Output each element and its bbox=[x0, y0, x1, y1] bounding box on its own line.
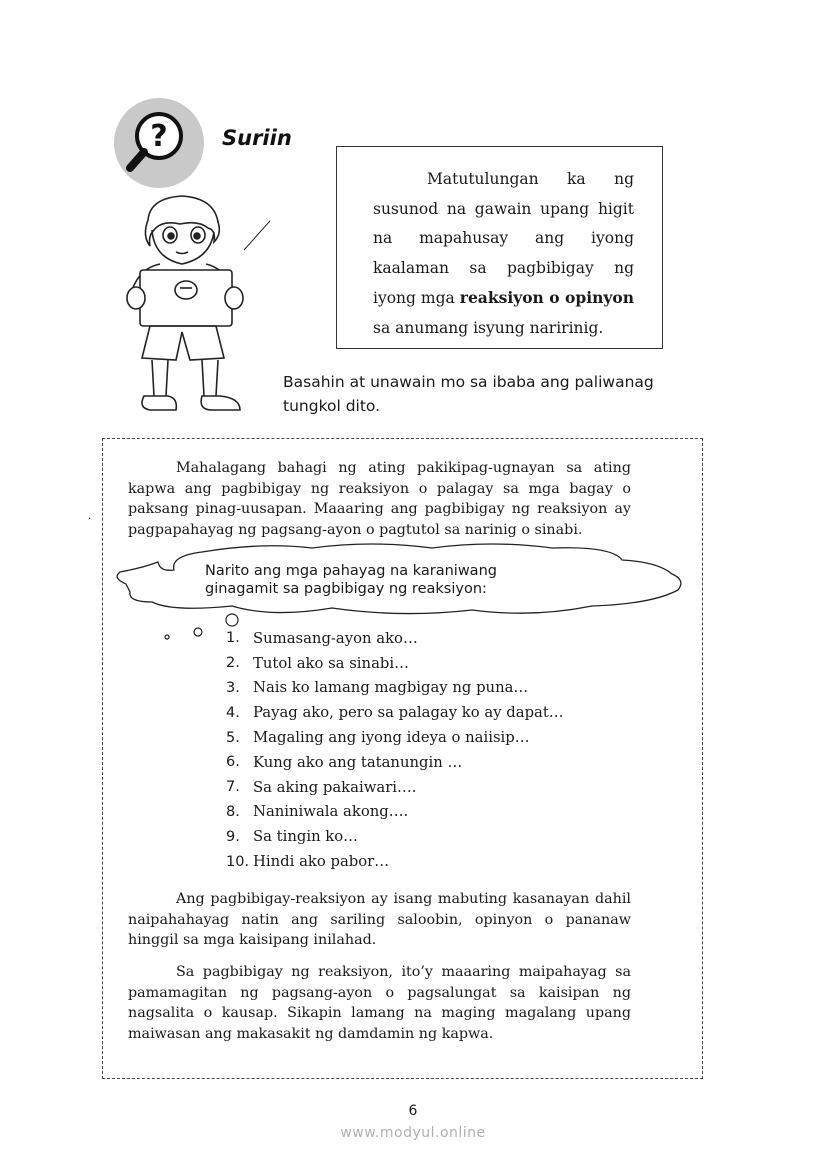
svg-text:?: ? bbox=[150, 119, 168, 154]
list-item: 3. Nais ko lamang magbigay ng puna… bbox=[226, 679, 529, 697]
paragraph-respect-text: Sa pagbibigay ng reaksiyon, ito’y maaaring maipahayag sa pamamagitan ng pagsang-ayon o pagsalungat sa kaisipan ng nagsalita o kausap. Sikapin lamang na maging magalang upang maiwasan ang makasakit ng damdamin ng kapwa. bbox=[128, 964, 631, 1042]
watermark: www.modyul.online bbox=[340, 1125, 486, 1141]
cloud-line-1: Narito ang mga pahayag na karaniwang bbox=[205, 563, 497, 579]
list-item: 5. Magaling ang iyong ideya o naiisip… bbox=[226, 729, 530, 747]
speech-box bbox=[336, 146, 663, 349]
list-item: 4. Payag ako, pero sa palagay ko ay dapat… bbox=[226, 704, 564, 722]
list-item: 9. Sa tingin ko… bbox=[226, 828, 358, 846]
speech-text-end: sa anumang isyung naririnig. bbox=[373, 318, 604, 337]
stray-mark: . bbox=[88, 511, 92, 522]
list-item: 8. Naniniwala akong…. bbox=[226, 803, 409, 821]
speech-text-bold: reaksiyon o opinyon bbox=[459, 288, 635, 307]
paragraph-skill bbox=[128, 889, 631, 951]
magnifier-question-icon bbox=[114, 98, 204, 188]
section-title: Suriin bbox=[222, 126, 292, 150]
page-number: 6 bbox=[408, 1103, 418, 1119]
cloud-line-2: ginagamit sa pagbibigay ng reaksiyon: bbox=[205, 581, 487, 597]
intro-instruction: Basahin at unawain mo sa ibaba ang paliwanag tungkol dito. bbox=[283, 373, 654, 415]
list-item: 2. Tutol ako sa sinabi… bbox=[226, 654, 409, 672]
paragraph-importance-text: Mahalagang bahagi ng ating pakikipag-ugnayan sa ating kapwa ang pagbibigay ng reaksiyon o palagay sa mga bagay o paksang pinag-uusapan. Maaaring ang pagbibigay ng reaksiyon ay pagpapahayag ng pagsang-ayon o pagtutol sa narinig o sinabi. bbox=[128, 460, 631, 538]
list-item: 10. Hindi ako pabor… bbox=[226, 853, 390, 871]
paragraph-respect bbox=[128, 962, 631, 1044]
list-item: 7. Sa aking pakaiwari…. bbox=[226, 778, 417, 796]
speech-text-start: Matutulungan ka ng susunod na gawain upang higit na mapahusay ang iyong kaalaman sa pagbibigay ng iyong mga bbox=[373, 170, 634, 307]
list-item: 6. Kung ako ang tatanungin … bbox=[226, 753, 463, 771]
list-item: 1. Sumasang-ayon ako… bbox=[226, 629, 418, 647]
cloud-caption bbox=[205, 562, 535, 598]
boy-holding-tablet-illustration bbox=[110, 190, 270, 425]
paragraph-importance bbox=[128, 458, 631, 540]
paragraph-skill-text: Ang pagbibigay-reaksiyon ay isang mabuting kasanayan dahil naipahahayag natin ang sariling saloobin, opinyon o pananaw hinggil sa mga kaisipang inilahad. bbox=[128, 891, 631, 949]
expression-list bbox=[226, 626, 564, 874]
